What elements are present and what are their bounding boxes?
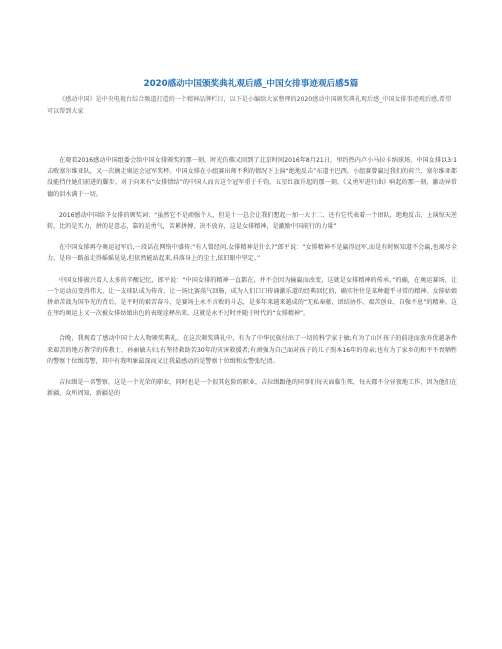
paragraph: 中国女排振兴看人太多的辛酸记忆，郎平说：“中国女排的精神一直都在，并不会因为输赢而改变，这就是女排精神的传承。”的确，在奥运赛场，让一个运动员变得伟大，让一支球队成为传奇，让一场比赛荡气回肠，成为人们口口传诵激乐道的经典回忆的，确实往往是某种超乎寻常的精神。女排姑娘拼命苦战为国争光的背后，是平时的艰苦奋斗，是赛场上永不言败的斗志，是多年来越来越成的“无私奉献、团结协作、艰苦创业、自强不息”的精神。这在里约奥运上又一次被女排姑娘出色的表现诠释出来，这就是永不过时并随于时代的“女排精神”。 (47, 276, 457, 318)
paragraph: 2016感动中国给予女排的颁奖词：“虽然它不是顽强个人，但是十一总会让我们想起一加一大于二，还有它代表着一个团队，绝地反击，上演惊天逆转，比的是实力，拼的是意志，靠的是勇气，苦累拼搏，决不放弃，这是女排精神，是激励中国前行的力量” (47, 211, 457, 231)
document-body (47, 155, 457, 409)
paragraph: 合晚，我观看了感动中国十大人物颁奖典礼。在这次颁奖典礼中，有为了中华民族付出了一切的科学家于敏;有为了山区孩子的前途而放弃优越条件来艰苦的地方教学的传教士、孙丽敏夫妇;有坚持救助苦30年的灾害救援者;有顽强为自己面对孩子的儿子照本16年的母亲;也有为了家乡的和平不畏牺牲的警察十位缉毒警，其中有我明象最深而又让我最感动的是警察十位缉和女警张纪清。 (47, 335, 457, 365)
paragraph: 在观看2016感动中国组委会给中国女排颁奖的那一刻，时光仿佛又回到了北京时间2016年8月21日，里约热内卢小马拉卡纳球场，中国女排以3:1击败塞尔维亚队，又一次摘走奥运会冠军奖杯。中国女排在小组赛出师不利的情况下上演“绝地反击”东道主巴西，小组赛曾赢过我们的荷兰、塞尔维亚都没能挡住她们前进的脚步。对于向来有“女排情结”的中国人而言这个冠军重于千钧，五星红旗升起的那一刻，《义勇军进行曲》响起的那一刻，激动异常德的泪水满于一切。 (47, 157, 457, 198)
paragraph: 在中国女排再夺奥运冠军后,一段话在网络中盛传:“有人曾经问,女排精神是什么?”郎平说：“女排精神不是赢得冠军,而是有时候知道不会赢,也竭尽全力。是你一路虽走得摇摇晃晃,但依然能站起来,抖落身上的尘土,依旧眼中坚定。” (47, 244, 457, 263)
paragraph: 吉拉缉是一名警察，这是一个光荣的职业，同时也是一个很其危险的职业，吉拉缉跟他的同事们每天面临生死，每天都不分昼夜地工作，因为他们在新疆，众所周知，新疆是的 (47, 379, 457, 398)
document-title: 2020感动中国颁奖典礼观后感_中国女排事迹观后感5篇 (143, 79, 359, 89)
document-intro: 《感动中国》是中央电视台综合频道打造的一个精神品牌栏目，以下是小编给大家整理的2020感动中国颁奖典礼观后感_中国女排事迹观后感,希望可以帮到大家 (47, 96, 452, 115)
